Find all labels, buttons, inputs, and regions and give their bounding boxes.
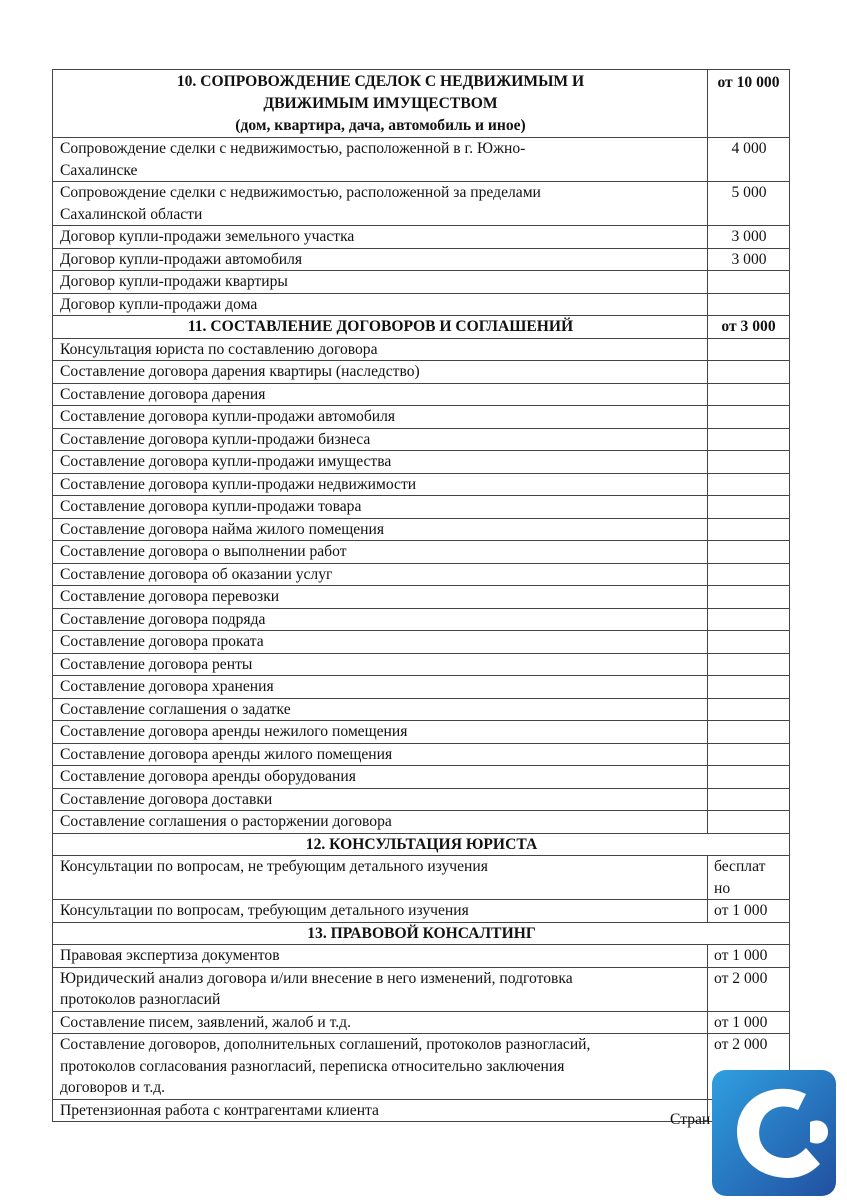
service-name [53, 293, 708, 316]
text-line: Составление договора подряда [60, 610, 266, 628]
service-name [53, 496, 708, 519]
service-row [53, 406, 790, 429]
service-row [53, 676, 790, 699]
text-line: Составление соглашения о задатке [60, 700, 291, 718]
service-row [53, 496, 790, 519]
service-row [53, 428, 790, 451]
service-price [708, 563, 790, 586]
service-price [708, 428, 790, 451]
service-price: 3 000 [708, 226, 790, 249]
service-price [708, 743, 790, 766]
service-name [53, 586, 708, 609]
service-price: от 2 000 [708, 967, 790, 1011]
service-row [53, 698, 790, 721]
service-row [53, 967, 790, 1011]
page-number-label: Стран [670, 1111, 711, 1128]
text-line: Договор купли-продажи земельного участка [60, 228, 355, 245]
section-header-row [53, 922, 790, 945]
service-row [53, 182, 790, 226]
text-line: протоколов согласования разногласий, переписка относительно заключения [60, 1057, 565, 1075]
service-price [708, 496, 790, 519]
service-row [53, 1011, 790, 1034]
service-price: от 1 000 [708, 900, 790, 923]
service-row [53, 248, 790, 271]
service-row [53, 900, 790, 923]
service-name [53, 541, 708, 564]
section-price: от 10 000 [708, 70, 790, 138]
service-name [53, 945, 708, 968]
service-row [53, 338, 790, 361]
service-row [53, 293, 790, 316]
text-line: 13. ПРАВОВОЙ КОНСАЛТИНГ [307, 924, 536, 942]
service-name [53, 967, 708, 1011]
text-line: Сопровождение сделки с недвижимостью, расположенной в г. Южно- [60, 140, 526, 157]
text-line: Сахалинске [60, 161, 138, 179]
service-price: 3 000 [708, 248, 790, 271]
service-row [53, 743, 790, 766]
service-price: от 1 000 [708, 945, 790, 968]
service-row [53, 945, 790, 968]
text-line: Составление соглашения о расторжении договора [60, 813, 392, 830]
section-price: от 3 000 [708, 316, 790, 339]
service-name [53, 721, 708, 744]
text-line: но [714, 879, 731, 897]
text-line: Консультации по вопросам, не требующим детального изучения [60, 858, 488, 875]
service-name [53, 1099, 708, 1122]
service-name [53, 676, 708, 699]
text-line: 11. СОСТАВЛЕНИЕ ДОГОВОРОВ И СОГЛАШЕНИЙ [187, 318, 574, 335]
service-name [53, 653, 708, 676]
text-line: Составление договора купли-продажи бизнеса [60, 430, 371, 448]
service-row [53, 271, 790, 294]
service-row [53, 541, 790, 564]
text-line: 10. СОПРОВОЖДЕНИЕ СДЕЛОК С НЕДВИЖИМЫМ И [176, 73, 585, 90]
service-price: от 1 000 [708, 1011, 790, 1034]
service-name [53, 338, 708, 361]
service-price [708, 451, 790, 474]
service-price: от 2 000 [708, 1034, 790, 1100]
service-price: 5 000 [708, 182, 790, 226]
service-row [53, 721, 790, 744]
service-name [53, 608, 708, 631]
section-title [53, 922, 790, 945]
service-name [53, 811, 708, 834]
service-price [708, 383, 790, 406]
service-price [708, 788, 790, 811]
text-line: Составление договора проката [60, 633, 264, 650]
text-line: Составление договора ренты [60, 655, 253, 673]
text-line: Составление договора аренды нежилого помещения [60, 723, 408, 740]
service-row [53, 653, 790, 676]
service-price [708, 608, 790, 631]
service-price [708, 698, 790, 721]
service-row [53, 788, 790, 811]
text-line: Договор купли-продажи квартиры [60, 273, 288, 290]
text-line: Консультация юриста по составлению договора [60, 340, 378, 358]
service-name [53, 900, 708, 923]
service-name [53, 383, 708, 406]
text-line: Сопровождение сделки с недвижимостью, расположенной за пределами [60, 184, 541, 201]
service-row [53, 518, 790, 541]
text-line: Составление договора аренды жилого помещения [60, 745, 393, 763]
text-line: ДВИЖИМЫМ ИМУЩЕСТВОМ [263, 95, 498, 112]
service-price [708, 766, 790, 789]
text-line: Составление договора купли-продажи имущества [60, 453, 392, 470]
service-name [53, 226, 708, 249]
text-line: Претензионная работа с контрагентами клиента [60, 1101, 379, 1119]
service-name [53, 788, 708, 811]
company-logo-icon [710, 1068, 838, 1198]
service-price: 4 000 [708, 138, 790, 182]
section-header-row [53, 70, 790, 138]
service-row [53, 563, 790, 586]
service-name [53, 451, 708, 474]
text-line: Договор купли-продажи автомобиля [60, 250, 303, 268]
service-price [708, 293, 790, 316]
service-row [53, 766, 790, 789]
text-line: Составление договора хранения [60, 678, 274, 695]
text-line: Составление договора купли-продажи автомобиля [60, 408, 396, 425]
service-name [53, 182, 708, 226]
text-line: Составление договора купли-продажи недвижимости [60, 475, 417, 493]
section-title [53, 316, 708, 339]
service-name [53, 271, 708, 294]
section-header-row [53, 833, 790, 856]
service-price [708, 631, 790, 654]
service-row [53, 586, 790, 609]
service-name [53, 563, 708, 586]
service-price [708, 721, 790, 744]
service-row [53, 608, 790, 631]
service-row [53, 383, 790, 406]
text-line: бесплат [714, 858, 766, 875]
service-row [53, 1034, 790, 1100]
service-row [53, 631, 790, 654]
service-name [53, 428, 708, 451]
service-price [708, 676, 790, 699]
service-row [53, 451, 790, 474]
service-row [53, 856, 790, 900]
section-title [53, 70, 708, 138]
service-name [53, 1034, 708, 1100]
service-price [708, 653, 790, 676]
text-line: Составление договора перевозки [60, 588, 280, 605]
service-price [708, 811, 790, 834]
service-row [53, 811, 790, 834]
text-line: Составление договора дарения квартиры (наследство) [60, 363, 420, 380]
text-line: Составление договора купли-продажи товара [60, 498, 362, 515]
service-row [53, 138, 790, 182]
service-price [708, 473, 790, 496]
text-line: Составление договора об оказании услуг [60, 565, 333, 583]
section-title [53, 833, 790, 856]
text-line: протоколов разногласий [60, 991, 221, 1008]
text-line: Юридический анализ договора и/или внесение в него изменений, подготовка [60, 969, 573, 987]
service-name [53, 361, 708, 384]
service-name [53, 631, 708, 654]
service-price [708, 586, 790, 609]
service-price [708, 338, 790, 361]
service-name [53, 406, 708, 429]
text-line: (дом, квартира, дача, автомобиль и иное) [235, 117, 526, 134]
service-name [53, 138, 708, 182]
text-line: Составление договора найма жилого помещения [60, 520, 385, 538]
text-line: Составление договора о выполнении работ [60, 543, 347, 560]
text-line: Сахалинской области [60, 205, 203, 223]
text-line: Составление договора доставки [60, 790, 273, 808]
text-line: Консультации по вопросам, требующим детального изучения [60, 902, 469, 919]
text-line: Составление договоров, дополнительных соглашений, протоколов разногласий, [60, 1036, 591, 1053]
service-name [53, 518, 708, 541]
service-row [53, 361, 790, 384]
text-line: Составление договора аренды оборудования [60, 768, 356, 785]
service-price [708, 856, 790, 900]
service-price [708, 271, 790, 294]
text-line: 12. КОНСУЛЬТАЦИЯ ЮРИСТА [305, 835, 538, 853]
service-row [53, 226, 790, 249]
service-name [53, 743, 708, 766]
service-name [53, 766, 708, 789]
price-list-table [52, 69, 790, 1122]
text-line: Составление писем, заявлений, жалоб и т.д. [60, 1013, 351, 1031]
text-line: Составление договора дарения [60, 385, 266, 403]
service-name [53, 698, 708, 721]
service-name [53, 473, 708, 496]
text-line: договоров и т.д. [60, 1079, 166, 1096]
service-price [708, 518, 790, 541]
service-price [708, 406, 790, 429]
service-price [708, 361, 790, 384]
service-name [53, 856, 708, 900]
service-name [53, 1011, 708, 1034]
service-price [708, 541, 790, 564]
service-row [53, 473, 790, 496]
service-name [53, 248, 708, 271]
text-line: Договор купли-продажи дома [60, 295, 258, 313]
text-line: Правовая экспертиза документов [60, 947, 280, 964]
section-header-row [53, 316, 790, 339]
